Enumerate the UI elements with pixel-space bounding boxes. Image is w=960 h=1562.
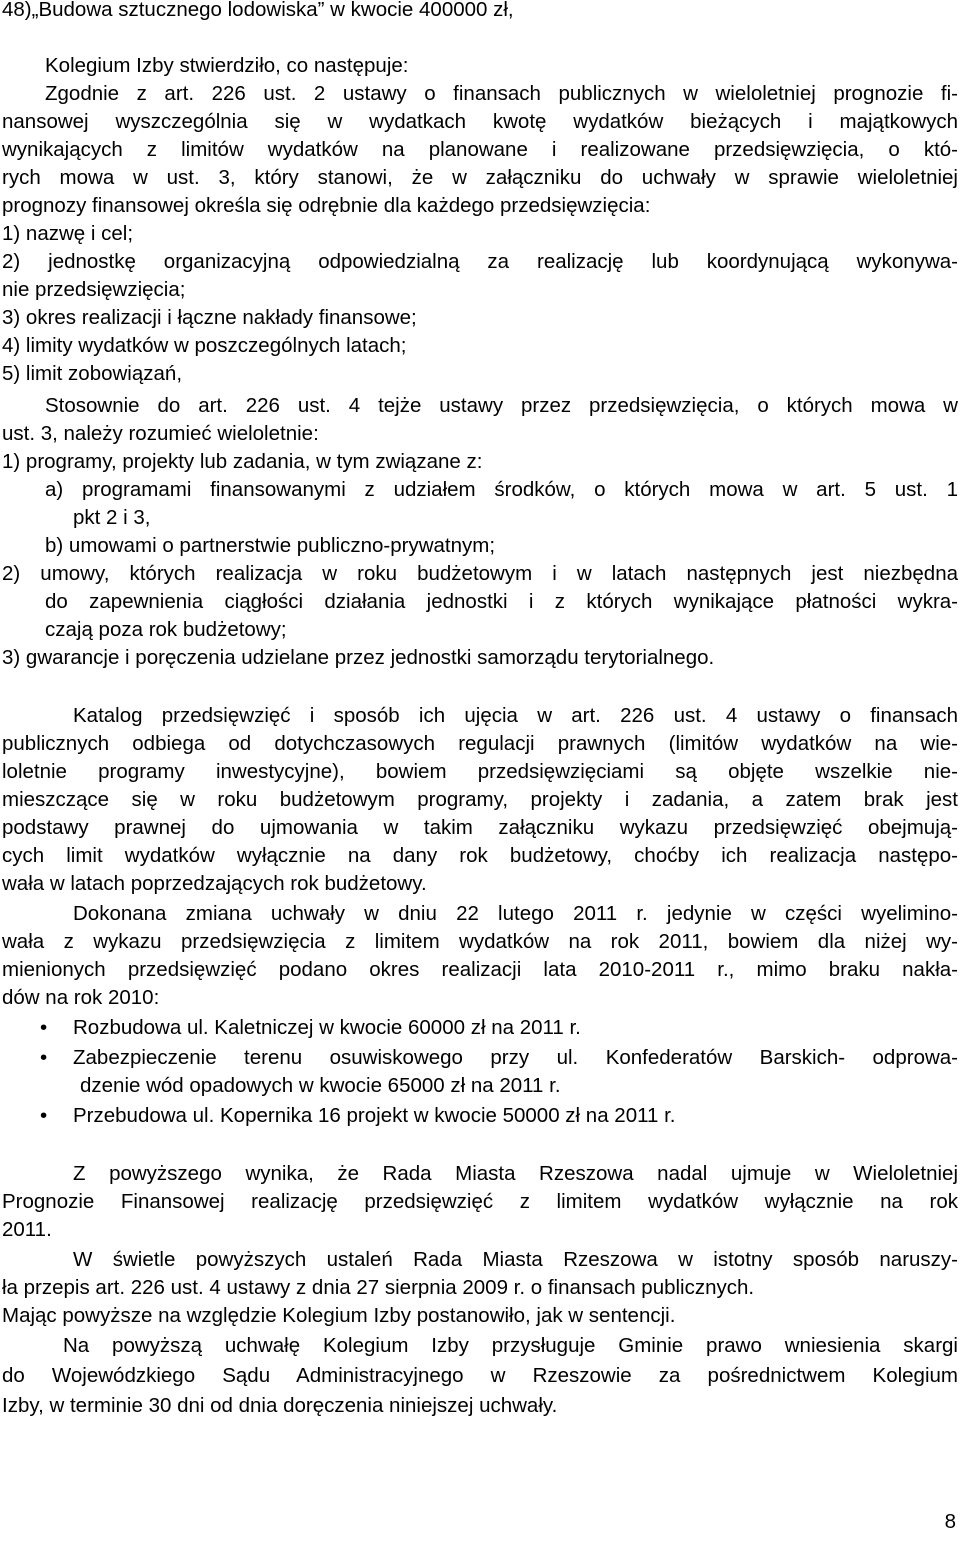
sub-list-item: b) umowami o partnerstwie publiczno-prywatnym; <box>45 534 496 557</box>
list-item: 3) okres realizacji i łączne nakłady finansowe; <box>2 306 417 329</box>
paragraph-line: Kolegium Izby stwierdziło, co następuje: <box>45 54 409 77</box>
paragraph-line: wała z wykazu przedsięwzięcia z limitem wydatków na rok 2011, bowiem dla niżej wy- <box>2 930 958 953</box>
sub-list-item: a) programami finansowanymi z udziałem środków, o których mowa w art. 5 ust. 1 <box>45 478 958 501</box>
paragraph-line: Dokonana zmiana uchwały w dniu 22 lutego 2011 r. jedynie w części wyelimino- <box>73 902 958 925</box>
paragraph-line: rych mowa w ust. 3, który stanowi, że w załączniku do uchwały w sprawie wieloletniej <box>2 166 958 189</box>
bullet-icon: • <box>40 1016 48 1039</box>
paragraph-line: loletnie programy inwestycyjne), bowiem przedsięwzięciami są objęte wszelkie nie- <box>2 760 958 783</box>
paragraph-line: mieszczące się w roku budżetowym programy, projekty i zadania, a zatem brak jest <box>2 788 958 811</box>
list-item-continued: nie przedsięwzięcia; <box>2 278 186 301</box>
bullet-icon: • <box>40 1046 48 1069</box>
paragraph-line: Na powyższą uchwałę Kolegium Izby przysługuje Gminie prawo wniesienia skargi <box>63 1334 958 1357</box>
sub-list-item-continued: pkt 2 i 3, <box>73 506 151 529</box>
bullet-icon: • <box>40 1104 48 1127</box>
page-number: 8 <box>944 1510 956 1533</box>
paragraph-line: Stosownie do art. 226 ust. 4 tejże ustawy przez przedsięwzięcia, o których mowa w <box>45 394 958 417</box>
list-item: 4) limity wydatków w poszczególnych latach; <box>2 334 407 357</box>
paragraph-line: prognozy finansowej określa się odrębnie dla każdego przedsięwzięcia: <box>2 194 651 217</box>
bullet-item: Przebudowa ul. Kopernika 16 projekt w kwocie 50000 zł na 2011 r. <box>73 1104 676 1127</box>
paragraph-line: Izby, w terminie 30 dni od dnia doręczenia niniejszej uchwały. <box>2 1394 558 1417</box>
paragraph-line: Z powyższego wynika, że Rada Miasta Rzeszowa nadal ujmuje w Wieloletniej <box>73 1162 958 1185</box>
paragraph-line: Zgodnie z art. 226 ust. 2 ustawy o finansach publicznych w wieloletniej prognozie fi- <box>45 82 958 105</box>
item-heading: 48)„Budowa sztucznego lodowiska” w kwocie 400000 zł, <box>2 0 514 21</box>
paragraph-line: nansowej wyszczególnia się w wydatkach kwotę wydatków bieżących i majątkowych <box>2 110 958 133</box>
list-item: 2) jednostkę organizacyjną odpowiedzialną za realizację lub koordynującą wykonywa- <box>2 250 958 273</box>
bullet-item-continued: dzenie wód opadowych w kwocie 65000 zł na 2011 r. <box>80 1074 561 1097</box>
paragraph-line: podstawy prawnej do ujmowania w takim załączniku wykazu przedsięwzięć obejmują- <box>2 816 958 839</box>
list-item: 2) umowy, których realizacja w roku budżetowym i w latach następnych jest niezbędna <box>2 562 958 585</box>
paragraph-line: 2011. <box>2 1218 52 1241</box>
paragraph-line: W świetle powyższych ustaleń Rada Miasta Rzeszowa w istotny sposób naruszy- <box>73 1248 958 1271</box>
paragraph-line: mienionych przedsięwzięć podano okres realizacji lata 2010-2011 r., mimo braku nakła- <box>2 958 958 981</box>
list-item: 5) limit zobowiązań, <box>2 362 183 385</box>
list-item: 1) nazwę i cel; <box>2 222 134 245</box>
paragraph-line: ła przepis art. 226 ust. 4 ustawy z dnia 27 sierpnia 2009 r. o finansach publicznych. <box>2 1276 755 1299</box>
paragraph-line: publicznych odbiega od dotychczasowych regulacji prawnych (limitów wydatków na wie- <box>2 732 958 755</box>
list-item-continued: do zapewnienia ciągłości działania jednostki i z których wynikające płatności wykra- <box>45 590 958 613</box>
list-item: 3) gwarancje i poręczenia udzielane przez jednostki samorządu terytorialnego. <box>2 646 715 669</box>
paragraph-line: ust. 3, należy rozumieć wieloletnie: <box>2 422 319 445</box>
list-item-continued: czają poza rok budżetowy; <box>45 618 287 641</box>
paragraph-line: wała w latach poprzedzających rok budżetowy. <box>2 872 427 895</box>
paragraph-line: Prognozie Finansowej realizację przedsięwzięć z limitem wydatków wyłącznie na rok <box>2 1190 958 1213</box>
list-item: 1) programy, projekty lub zadania, w tym związane z: <box>2 450 483 473</box>
paragraph-line: dów na rok 2010: <box>2 986 160 1009</box>
paragraph-line: Katalog przedsięwzięć i sposób ich ujęcia w art. 226 ust. 4 ustawy o finansach <box>73 704 958 727</box>
paragraph-line: do Wojewódzkiego Sądu Administracyjnego w Rzeszowie za pośrednictwem Kolegium <box>2 1364 958 1387</box>
paragraph-line: wynikających z limitów wydatków na planowane i realizowane przedsięwzięcia, o któ- <box>2 138 958 161</box>
paragraph-line: Mając powyższe na względzie Kolegium Izby postanowiło, jak w sentencji. <box>2 1304 676 1327</box>
bullet-item: Rozbudowa ul. Kaletniczej w kwocie 60000 zł na 2011 r. <box>73 1016 581 1039</box>
paragraph-line: cych limit wydatków wyłącznie na dany rok budżetowy, choćby ich realizacja następo- <box>2 844 958 867</box>
bullet-item: Zabezpieczenie terenu osuwiskowego przy ul. Konfederatów Barskich- odprowa- <box>73 1046 958 1069</box>
